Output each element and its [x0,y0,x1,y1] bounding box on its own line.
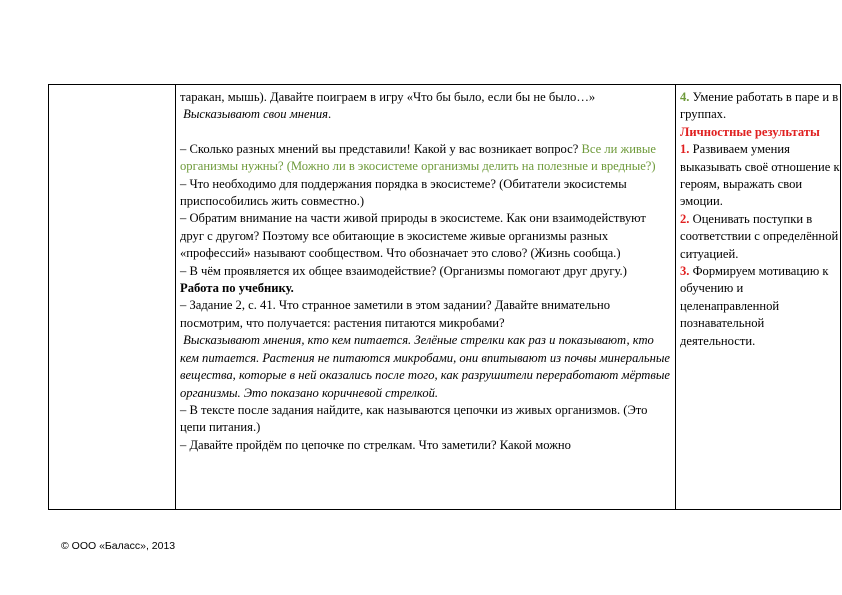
punctuation: . [328,107,332,122]
item-number: 2. [680,211,690,226]
student-response-text: Высказывают мнения, кто кем питается. Зелёные стрелки как раз и показывают, кто кем питается. Растения не питаются микробами, они впитывают из почвы минеральные вещества, которые в ней оказались после того, как разрушители переработают мёртвые организмы. Это показано коричневой стрелкой. [180,333,670,400]
item-text: Умение работать в паре и в группах. [680,90,839,122]
results-heading: Личностные результаты [680,124,820,139]
text-paragraph: – В тексте после задания найдите, как называются цепочки из живых организмов. (Это цепи питания.) [180,402,648,435]
column-divider-2 [675,85,676,509]
text-paragraph: – Задание 2, с. 41. Что странное заметили в этом задании? Давайте внимательно посмотрим, что получается: растения питаются микробами? [180,298,611,330]
result-item [680,89,840,124]
lesson-table [48,84,841,510]
result-item [680,263,840,350]
section-heading: Работа по учебнику. [180,281,294,296]
column-divider-1 [175,85,176,509]
text-line: таракан, мышь). Давайте поиграем в игру «Что бы было, если бы не было…» [180,90,596,104]
item-text: Формируем мотивацию к обучению и целенаправленной познавательной деятельности. [680,264,829,348]
text-paragraph: – Что необходимо для поддержания порядка в экосистеме? (Обитатели экосистемы приспособились жить совместно.) [180,176,627,209]
student-response [180,106,672,123]
item-text: Развиваем умения выказывать своё отношение к героям, выражать свои эмоции. [680,142,840,209]
result-item [680,211,840,263]
lesson-content-cell [180,89,672,454]
spacer [180,124,672,141]
item-number: 1. [680,142,690,157]
student-response-paragraph [180,332,672,402]
results-cell [680,89,840,350]
copyright-footer: © ООО «Баласс», 2013 [61,540,176,552]
item-number: 3. [680,264,690,279]
problem-question: Все ли живые организмы нужны? (Можно ли в экосистеме организмы делить на полезные и вредные?) [180,141,656,174]
student-response-text: Высказывают свои мнения [183,107,328,122]
text-paragraph: – В чём проявляется их общее взаимодействие? (Организмы помогают друг другу.) [180,263,627,278]
question-paragraph [180,141,672,176]
item-text: Оценивать поступки в соответствии с определённой ситуацией. [680,211,839,261]
text-paragraph: – Давайте пройдём по цепочке по стрелкам. Что заметили? Какой можно [180,437,571,452]
text-paragraph: – Обратим внимание на части живой природы в экосистеме. Как они взаимодействуют друг с другом? Поэтому все обитающие в экосистеме живые организмы разных «профессий» называют сообществом. Что обозначает это слово? (Жизнь сообща.) [180,211,646,261]
item-number: 4. [680,90,690,104]
question-text: – Сколько разных мнений вы представили! Какой у вас возникает вопрос? [180,141,582,156]
result-item [680,141,840,211]
